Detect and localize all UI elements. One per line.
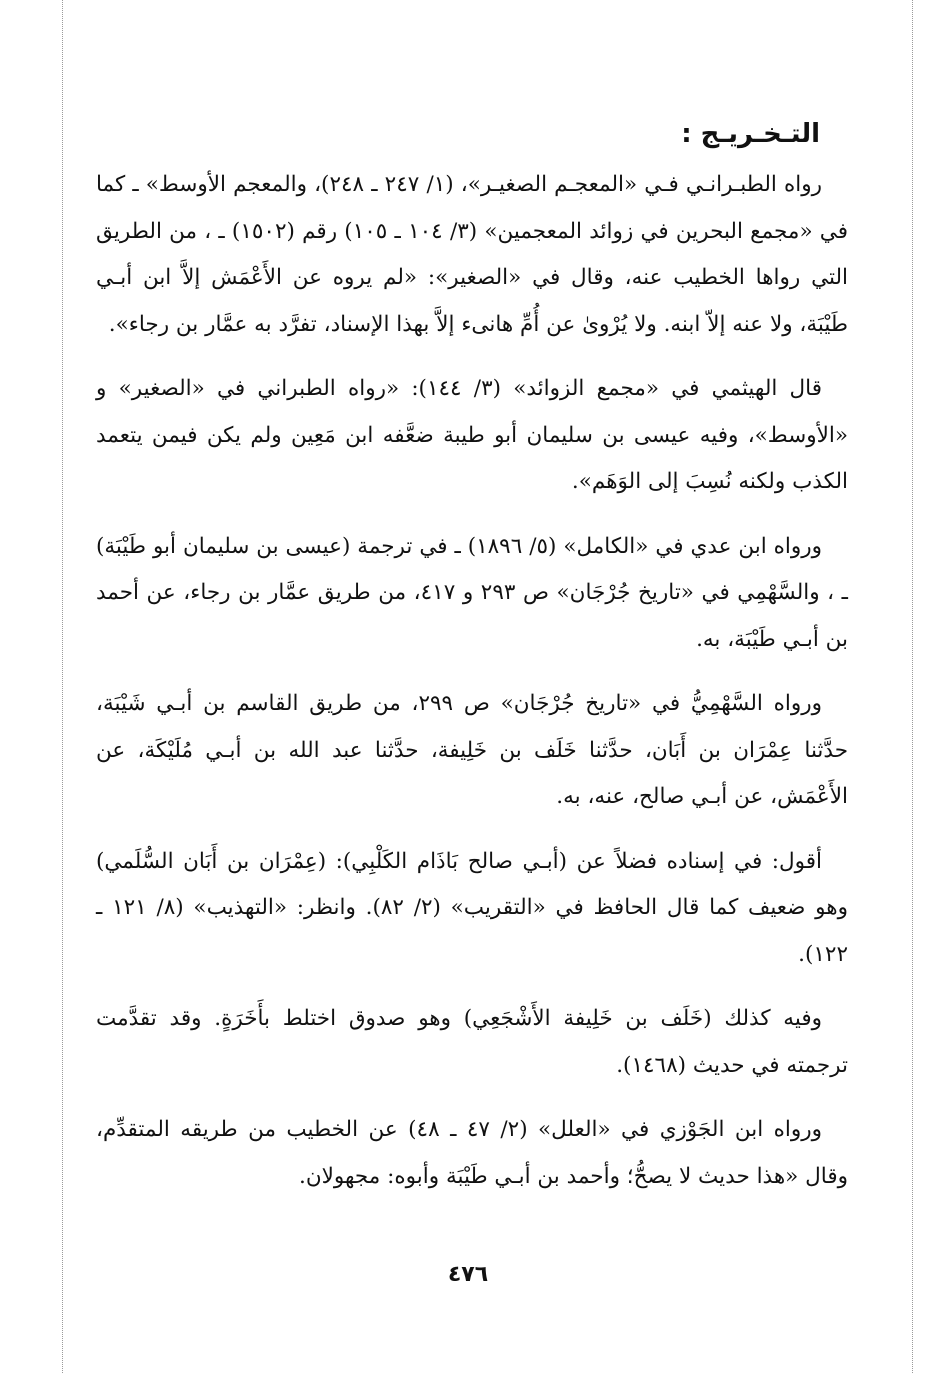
paragraph-khalaf: وفيه كذلك (خَلَف بن خَلِيفة الأَشْجَعِي) وهو صدوق اختلط بأَخَرَةٍ. وقد تقدَّمت ترجمته في حديث (١٤٦٨). bbox=[96, 1006, 848, 1078]
left-margin-dotted-line bbox=[62, 0, 63, 1373]
paragraph-ibn-adi: ورواه ابن عدي في «الكامل» (٥/ ١٨٩٦) ـ في ترجمة (عيسى بن سليمان أبو طَيْبَة) ـ ، والسَّهْمِي في «تاريخ جُرْجَان» ص ٢٩٣ و ٤١٧، من طريق عمَّار بن رجاء، عن أحمد بن أبـي طَيْبَة، به. bbox=[96, 533, 848, 652]
paragraph-author-comment: أقول: في إسناده فضلاً عن (أبـي صالح بَاذَام الكَلْبِي): (عِمْرَان بن أَبَان السُّلَمي) وهو ضعيف كما قال الحافظ في «التقريب» (٢/ ٨٢). وانظر: «التهذيب» (٨/ ١٢١ ـ ١٢٢). bbox=[96, 848, 849, 967]
section-heading: التـخـريـج : bbox=[681, 119, 820, 149]
paragraph-sahmi: ورواه السَّهْمِيُّ في «تاريخ جُرْجَان» ص ٢٩٩، من طريق القاسم بن أبـي شَيْبَة، حدَّثنا عِمْرَان بن أَبَان، حدَّثنا خَلَف بن خَلِيفة، حدَّثنا عبد الله بن أبـي مُلَيْكَة، عن الأَعْمَش، عن أبـي صالح، عنه، به. bbox=[96, 691, 848, 809]
right-margin-dotted-line bbox=[912, 0, 913, 1373]
paragraph-ibn-jawzi: ورواه ابن الجَوْزي في «العلل» (٢/ ٤٧ ـ ٤٨) عن الخطيب من طريقه المتقدِّم، وقال «هذا حديث لا يصحُّ؛ وأحمد بن أبـي طَيْبَة وأبوه: مجهولان. bbox=[96, 1117, 848, 1189]
page-body bbox=[96, 112, 848, 1218]
paragraph-tabarani: رواه الطبـرانـي فـي «المعجـم الصغيـر»، (١/ ٢٤٧ ـ ٢٤٨)، والمعجم الأوسط» ـ كما في «مجمع البحرين في زوائد المعجمين» (٣/ ١٠٤ ـ ١٠٥) رقم (١٥٠٢) ـ ، من الطريق التي رواها الخطيب عنه، وقال في «الصغير»: «لم يروه عن الأَعْمَش إلاَّ ابن أبـي طَيْبَة، ولا عنه إلاّ ابنه. ولا يُرْوىٰ عن أُمِّ هانىء إلاَّ بهذا الإسناد، تفرَّد به عمَّار بن رجاء». bbox=[96, 172, 849, 337]
paragraph-haythami: قال الهيثمي في «مجمع الزوائد» (٣/ ١٤٤): «رواه الطبراني في «الصغير» و «الأوسط»، وفيه عيسى بن سليمان أبو طيبة ضعَّفه ابن مَعِين ولم يكن فيمن يتعمد الكذب ولكنه نُسِبَ إلى الوَهَم». bbox=[96, 376, 848, 494]
page-number: ٤٧٦ bbox=[447, 1262, 489, 1287]
